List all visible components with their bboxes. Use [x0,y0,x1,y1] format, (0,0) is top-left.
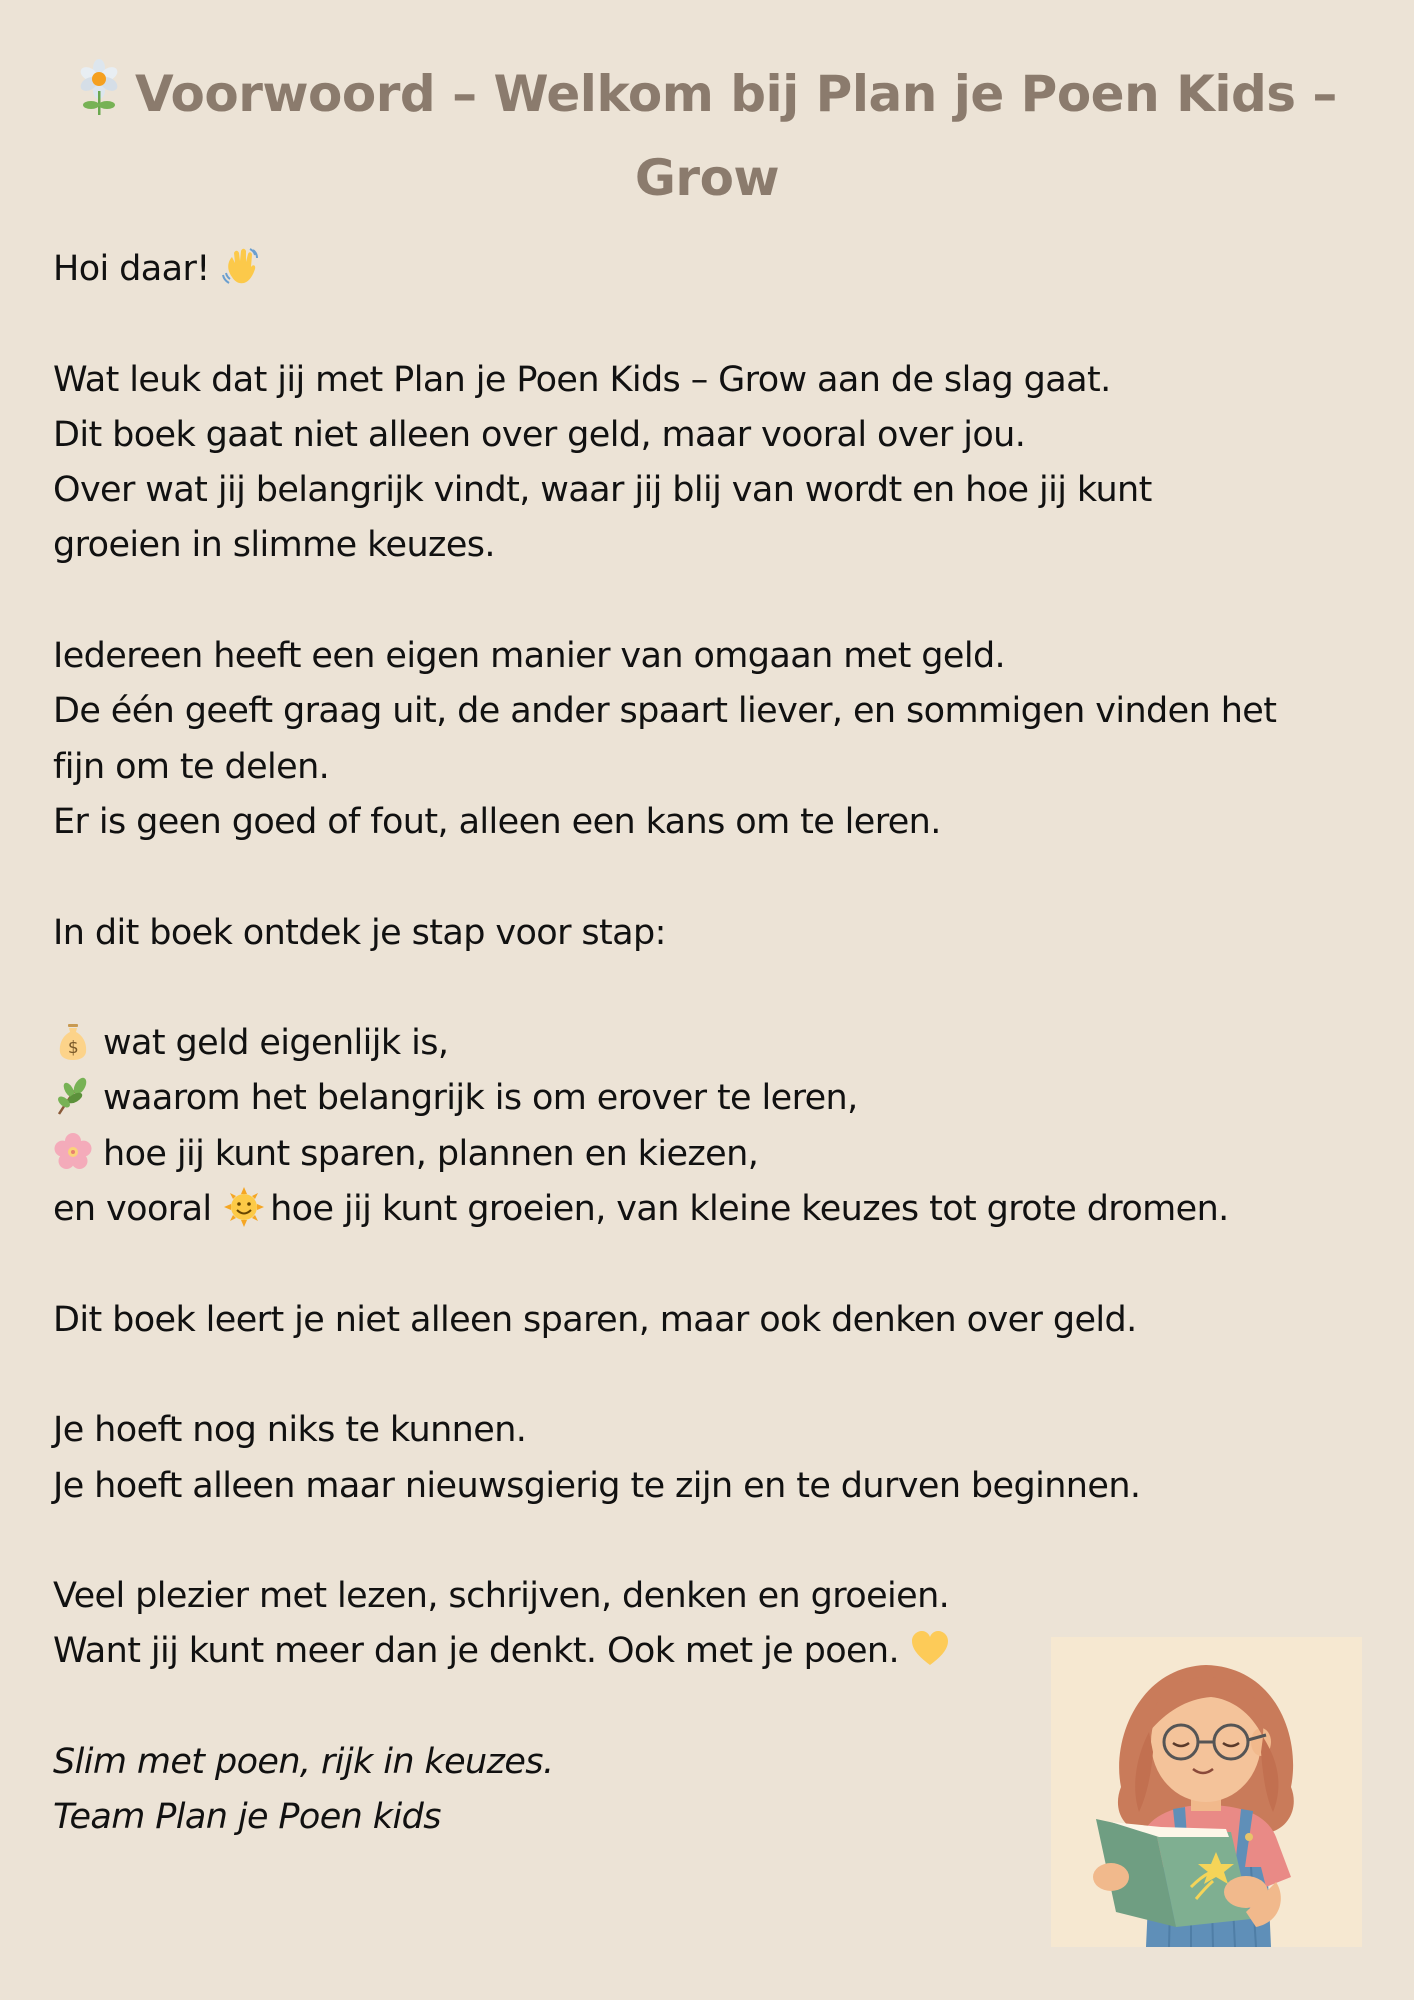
waving-hand-icon [220,247,260,287]
everyone-line-3: fijn om te delen. [53,746,330,787]
girl-reading-book-image [1051,1637,1362,1947]
closing-line-1: Veel plezier met lezen, schrijven, denken en groeien. [53,1576,950,1617]
closing-line-2: Want jij kunt meer dan je denkt. Ook met je poen. [53,1624,1373,1679]
everyone-line-2: De één geeft graag uit, de ander spaart liever, en sommigen vinden het [53,691,1277,732]
no-skills-line-2: Je hoeft alleen maar nieuwsgierig te zijn en te durven beginnen. [53,1465,1141,1506]
intro-line-3: Over wat jij belangrijk vindt, waar jij blij van wordt en hoe jij kunt [53,470,1152,511]
discover-item-blossom: hoe jij kunt sparen, plannen en kiezen, [53,1127,1373,1182]
intro-line-4: groeien in slimme keuzes. [53,525,495,566]
daisy-flower-icon [77,58,121,116]
discover-item-herb: waarom het belangrijk is om erover te leren, [53,1071,1373,1126]
signature-slogan: Slim met poen, rijk in keuzes. [53,1742,554,1783]
intro-line-1: Wat leuk dat jij met Plan je Poen Kids – Grow aan de slag gaat. [53,359,1111,400]
foreword-body [53,242,1373,1846]
page-title-text: Voorwoord – Welkom bij Plan je Poen Kids – Grow [135,65,1337,207]
discover-item-money: $ wat geld eigenlijk is, [53,1016,1373,1071]
no-skills-line-1: Je hoeft nog niks te kunnen. [53,1410,527,1451]
signature-team: Team Plan je Poen kids [53,1797,441,1838]
everyone-line-1: Iedereen heeft een eigen manier van omgaan met geld. [53,636,1006,677]
sun-with-face-icon [224,1187,264,1227]
discover-intro: In dit boek ontdek je stap voor stap: [53,912,666,953]
intro-line-2: Dit boek gaat niet alleen over geld, maar vooral over jou. [53,414,1026,455]
discover-item-sun: en vooral hoe jij kunt groeien, van kleine keuzes tot grote dromen. [53,1189,1229,1230]
money-bag-icon [53,1021,93,1061]
yellow-heart-icon [910,1629,950,1669]
svg-text:$: $ [67,1038,79,1059]
greeting-text: Hoi daar! [53,249,210,289]
cherry-blossom-icon [53,1132,93,1172]
everyone-line-4: Er is geen goed of fout, alleen een kans om te leren. [53,801,941,842]
thinking-line: Dit boek leert je niet alleen sparen, maar ook denken over geld. [53,1299,1137,1340]
girl-reading-illustration [1051,1637,1362,1947]
greeting-line [53,242,1373,297]
page-title [60,52,1354,220]
herb-sprig-icon [53,1076,93,1116]
